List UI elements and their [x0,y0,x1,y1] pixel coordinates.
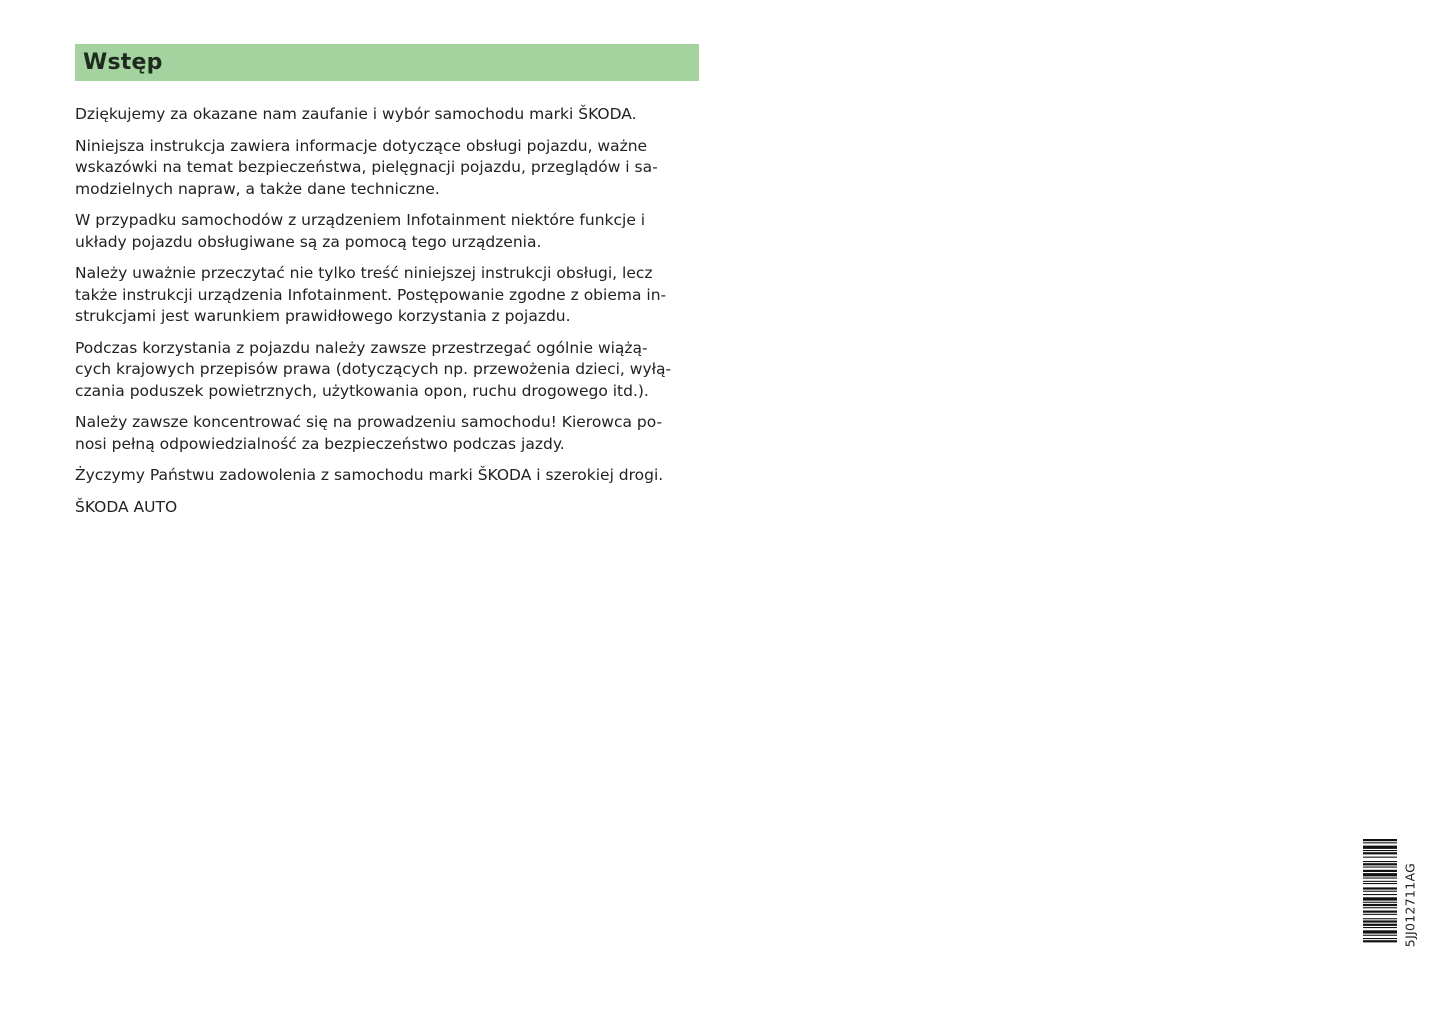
paragraph-concentrate: Należy zawsze koncentrować się na prowadzeniu samochodu! Kierowca po- nosi pełną odpowiedzialność za bezpieczeństwo podczas jazdy. [75,413,663,453]
barcode-bar [1363,902,1397,903]
paragraph-manual-contents: Niniejsza instrukcja zawiera informacje dotyczące obsługi pojazdu, ważne wskazówki na temat bezpieczeństwa, pielęgnacji pojazdu, przeglądów i sa- modzielnych napraw, a także dane techniczne. [75,136,658,198]
barcode-bar [1363,894,1397,895]
section-header-bar [75,44,699,81]
barcode-bar [1363,918,1397,919]
section-title: Wstęp [83,50,163,75]
barcode-icon [1363,839,1397,974]
barcode-bar [1363,938,1397,939]
barcode-bar [1363,870,1397,872]
paragraph-regulations: Podczas korzystania z pojazdu należy zawsze przestrzegać ogólnie wiążą- cych krajowych przepisów prawa (dotyczących np. przewożenia dzieci, wyłą- czania poduszek powietrznych, użytkowania opon, ruchu drogowego itd.). [75,338,672,400]
barcode-bar [1363,881,1397,882]
barcode-bar [1363,883,1397,884]
barcode-bar [1363,842,1397,843]
barcode-bar [1363,887,1397,889]
barcode-bar [1363,839,1397,841]
barcode-bar [1363,873,1397,876]
barcode-bar [1363,897,1397,900]
paragraph-signature: ŠKODA AUTO [75,497,178,516]
barcode-bar [1363,867,1397,868]
barcode-bar [1363,927,1397,928]
barcode-bar [1363,904,1397,906]
paragraph-wishes: Życzymy Państwu zadowolenia z samochodu marki ŠKODA i szerokiej drogi. [75,466,664,484]
barcode-bar [1363,914,1397,915]
paragraph-thanks: Dziękujemy za okazane nam zaufanie i wybór samochodu marki ŠKODA. [75,105,637,123]
barcode-bar [1363,846,1397,849]
paragraph-read-carefully: Należy uważnie przeczytać nie tylko treść niniejszej instrukcji obsługi, lecz także instrukcji urządzenia Infotainment. Postępowanie zgodne z obiema in- strukcjami jest warunkiem prawidłowego korzystania z pojazdu. [75,264,667,325]
intro-text-block [75,104,705,528]
barcode-bar [1363,878,1397,879]
barcode-bar [1363,924,1397,926]
barcode-bar [1363,852,1397,854]
barcode-code-text: 5JJ012711AG [1402,862,1418,948]
barcode-bar [1363,940,1397,942]
barcode-bar [1363,861,1397,862]
barcode-bar [1363,935,1397,936]
barcode-bar [1363,911,1397,913]
paragraph-infotainment: W przypadku samochodów z urządzeniem Infotainment niektóre funkcje i układy pojazdu obsługiwane są za pomocą tego urządzenia. [75,211,646,251]
barcode-bar [1363,907,1397,908]
barcode-bar [1363,857,1397,858]
barcode-bar [1363,930,1397,933]
barcode-bar [1363,920,1397,922]
barcode-bar [1363,891,1397,892]
barcode-bar [1363,850,1397,851]
barcode-bar [1363,863,1397,865]
